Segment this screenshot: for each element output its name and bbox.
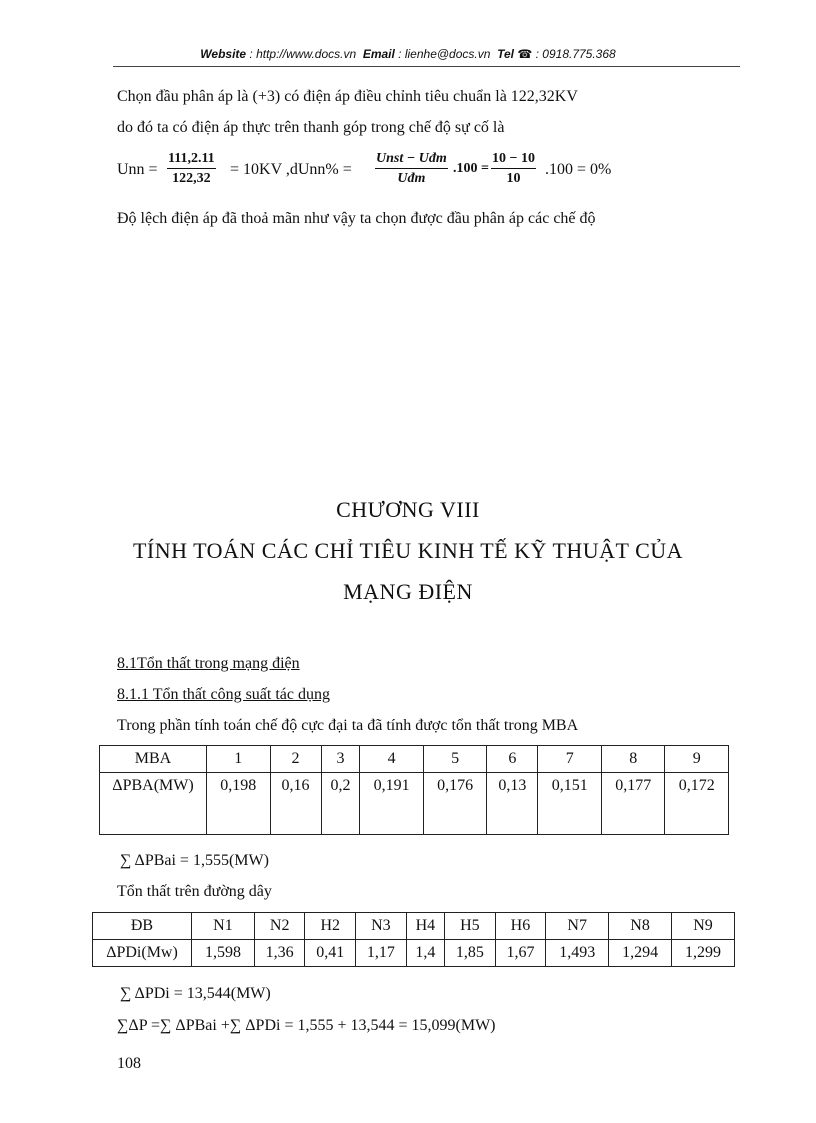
sum-ba: ∑ ΔPBai = 1,555(MW) <box>120 852 269 869</box>
table-header-cell: 2 <box>270 746 321 773</box>
eq-frac2-den-text: Uđm <box>397 171 426 186</box>
table-header-cell: H4 <box>406 913 444 940</box>
eq-mid: = 10KV ,dUnn% = <box>230 161 352 178</box>
table-header-cell: 5 <box>423 746 487 773</box>
section-8-1-heading: 8.1Tổn thất trong mạng điện <box>117 655 300 672</box>
eq-frac2-num <box>375 150 448 169</box>
table-header-cell: ĐB <box>93 913 192 940</box>
header-divider <box>113 66 740 67</box>
table-cell: 0,2 <box>321 773 360 835</box>
page-header <box>0 47 816 61</box>
table-header-cell: H6 <box>495 913 546 940</box>
tel-value: : 0918.775.368 <box>535 47 616 61</box>
table-cell: 1,294 <box>609 940 672 967</box>
table-cell: 1,85 <box>445 940 496 967</box>
table-header-cell: H2 <box>305 913 356 940</box>
table-cell: 0,198 <box>207 773 271 835</box>
table-header-cell: 6 <box>487 746 538 773</box>
website-value[interactable]: : http://www.docs.vn <box>249 47 357 61</box>
eq-fraction-2 <box>375 150 448 189</box>
table-header-cell: MBA <box>100 746 207 773</box>
table-header-cell: N7 <box>546 913 609 940</box>
table-cell: 1,299 <box>672 940 735 967</box>
eq-frac3-num: 10 − 10 <box>491 150 536 169</box>
mba-loss-table <box>99 745 729 835</box>
line-loss-table <box>92 912 735 967</box>
page-number: 108 <box>117 1055 141 1072</box>
eq-frac2-num-text: Unst − Uđm <box>376 151 447 166</box>
table-header-cell: N3 <box>356 913 407 940</box>
chapter-number: CHƯƠNG VIII <box>336 497 480 522</box>
tel-label: Tel <box>497 47 514 61</box>
table-header-cell: 4 <box>360 746 424 773</box>
table-cell: 0,191 <box>360 773 424 835</box>
table-cell: 1,17 <box>356 940 407 967</box>
phone-icon: ☎ <box>517 47 533 61</box>
table-cell: 0,16 <box>270 773 321 835</box>
sum-total: ∑ΔP =∑ ΔPBai +∑ ΔPDi = 1,555 + 13,544 = 15,099(MW) <box>117 1017 496 1034</box>
sum-di: ∑ ΔPDi = 13,544(MW) <box>120 985 271 1002</box>
table-cell: 0,176 <box>423 773 487 835</box>
table-cell: 1,4 <box>406 940 444 967</box>
eq-mult1: .100 = <box>453 161 489 176</box>
section-8-1-1-heading: 8.1.1 Tổn thất công suất tác dụng <box>117 686 330 703</box>
eq-fraction-3 <box>491 150 536 189</box>
eq-frac2-den <box>375 169 448 189</box>
table-row <box>93 913 735 940</box>
row-label-cell: ΔPDi(Mw) <box>93 940 192 967</box>
table-cell: 0,172 <box>665 773 729 835</box>
table-header-cell: N9 <box>672 913 735 940</box>
table-header-cell: H5 <box>445 913 496 940</box>
intro-line-1: Chọn đầu phân áp là (+3) có điện áp điều chỉnh tiêu chuẩn là 122,32KV <box>117 88 578 105</box>
eq-tail: .100 = 0% <box>545 161 612 178</box>
table-header-cell: N2 <box>254 913 305 940</box>
table-cell: 0,177 <box>601 773 665 835</box>
table-header-cell: 9 <box>665 746 729 773</box>
chapter-title-line-1: TÍNH TOÁN CÁC CHỈ TIÊU KINH TẾ KỸ THUẬT CỦA <box>132 538 684 563</box>
email-label: Email <box>362 47 395 61</box>
table-header-cell: 1 <box>207 746 271 773</box>
table-cell: 0,13 <box>487 773 538 835</box>
eq-frac1-num: 111,2.11 <box>167 150 216 169</box>
para-line-loss: Tổn thất trên đường dây <box>117 883 272 900</box>
eq-frac1-den: 122,32 <box>172 171 211 186</box>
table-cell: 1,493 <box>546 940 609 967</box>
eq-lhs: Unn = <box>117 161 158 178</box>
eq-fraction-1 <box>167 150 216 189</box>
table-header-cell: 7 <box>538 746 602 773</box>
para-mba: Trong phần tính toán chế độ cực đại ta đã tính được tổn thất trong MBA <box>117 717 579 734</box>
table-header-cell: N8 <box>609 913 672 940</box>
email-value[interactable]: : lienhe@docs.vn <box>398 47 491 61</box>
table-header-cell: 3 <box>321 746 360 773</box>
table-cell: 0,151 <box>538 773 602 835</box>
table-header-cell: 8 <box>601 746 665 773</box>
table-cell: 1,36 <box>254 940 305 967</box>
table-cell: 1,67 <box>495 940 546 967</box>
row-label-cell: ΔPBA(MW) <box>100 773 207 835</box>
intro-line-3: Độ lệch điện áp đã thoả mãn như vậy ta chọn được đầu phân áp các chế độ <box>117 210 596 227</box>
chapter-title-line-2: MẠNG ĐIỆN <box>343 579 473 604</box>
table-row <box>100 773 729 835</box>
eq-frac3-den: 10 <box>506 171 521 186</box>
table-cell: 1,598 <box>192 940 255 967</box>
intro-line-2: do đó ta có điện áp thực trên thanh góp trong chế độ sự cố là <box>117 119 505 136</box>
table-row <box>93 940 735 967</box>
table-cell: 0,41 <box>305 940 356 967</box>
table-row <box>100 746 729 773</box>
website-label: Website <box>200 47 247 61</box>
table-header-cell: N1 <box>192 913 255 940</box>
